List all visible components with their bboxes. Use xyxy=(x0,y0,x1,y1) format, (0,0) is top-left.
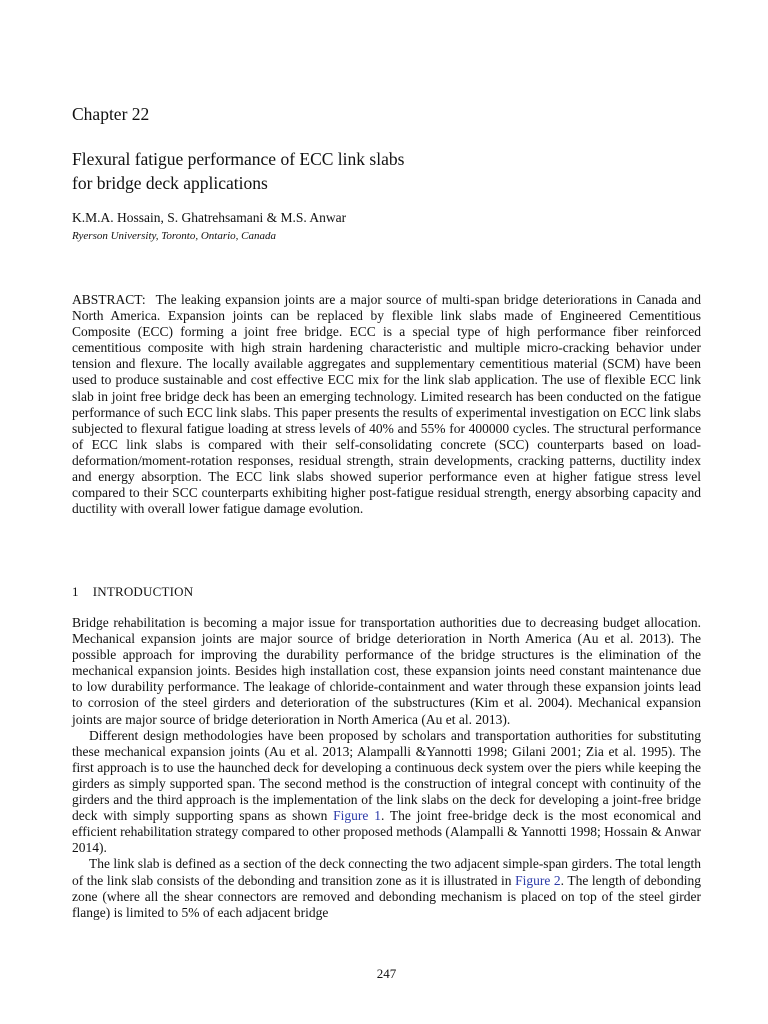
paragraph-2-text-continued: . The joint free-bridge deck is the most economical and efficient rehabilitation strategy compared to other proposed methods (Alampalli & Yannotti 1998; Hossain & Anwar 2014). xyxy=(72,808,701,856)
abstract-label: ABSTRACT: xyxy=(72,292,146,307)
paper-title-line-2: for bridge deck applications xyxy=(72,173,268,193)
body-text xyxy=(72,615,701,921)
figure-1-link[interactable]: Figure 1 xyxy=(333,808,381,824)
paragraph-3 xyxy=(72,856,701,920)
paragraph-1: Bridge rehabilitation is becoming a major issue for transportation authorities due to decreasing budget allocation. Mechanical expansion joints are major source of bridge deterioration in North America (Au et al. 2013). The possible approach for improving the durability performance of the bridge structures is the elimination of the mechanical expansion joints. Besides high installation cost, these expansion joints need constant maintenance due to low durability performance. The leakage of chloride-containment and water through these expansion joints lead to corrosion of the steel girders and deterioration of the substructures (Kim et al. 2004). Mechanical expansion joints are major source of bridge deterioration in North America (Au et al. 2013). xyxy=(72,615,701,727)
affiliation: Ryerson University, Toronto, Ontario, Canada xyxy=(72,230,277,242)
section-title: INTRODUCTION xyxy=(92,584,194,599)
paper-title-line-1: Flexural fatigue performance of ECC link slabs xyxy=(72,149,405,169)
authors: K.M.A. Hossain, S. Ghatrehsamani & M.S. Anwar xyxy=(72,210,347,225)
section-number: 1 xyxy=(72,584,79,599)
abstract xyxy=(72,292,701,517)
paragraph-3-text: The link slab is defined as a section of the deck connecting the two adjacent simple-span girders. The total length of the link slab consists of the debonding and transition zone as it is illustrated in xyxy=(72,856,701,888)
section-heading xyxy=(72,584,193,600)
abstract-text: The leaking expansion joints are a major source of multi-span bridge deteriorations in Canada and North America. Expansion joints can be replaced by flexible link slabs made of Engineered Cementitious Composite (ECC) forming a joint free bridge. ECC is a special type of high performance fiber reinforced cementitious composite with high strain hardening characteristic and multiple micro-cracking behavior under tension and flexure. The locally available aggregates and supplementary cementitious material (SCM) have been used to produce sustainable and cost effective ECC mix for the link slab application. The use of flexible ECC link slab in joint free bridge deck has been an emerging technology. Limited research has been conducted on the fatigue performance of such ECC link slabs. This paper presents the results of experimental investigation on ECC link slabs subjected to flexural fatigue loading at stress levels of 40% and 55% for 400000 cycles. The structural performance of ECC link slabs is compared with their self-consolidating concrete (SCC) counterparts based on load-deformation/moment-rotation responses, residual strength, strain developments, cracking patterns, ductility index and energy absorption. The ECC link slabs showed superior performance even at higher fatigue stress level compared to their SCC counterparts exhibiting higher post-fatigue residual strength, energy absorbing capacity and ductility with overall lower fatigue damage evolution. xyxy=(72,292,701,517)
paragraph-2 xyxy=(72,728,701,857)
figure-2-link[interactable]: Figure 2 xyxy=(515,872,561,888)
page-number: 247 xyxy=(376,966,397,981)
paragraph-3-text-continued: . The length of debonding zone (where all the shear connectors are removed and debonding mechanism is placed on top of the steel girder flange) is limited to 5% of each adjacent bridge xyxy=(72,872,702,920)
paragraph-2-text: Different design methodologies have been proposed by scholars and transportation authorities for substituting these mechanical expansion joints (Au et al. 2013; Alampalli &Yannotti 1998; Gilani 2001; Zia et al. 1995). The first approach is to use the haunched deck for developing a continuous deck system over the piers while keeping the girders as simply supported span. The second method is the construction of integral concept with continuity of the girders and the third approach is the implementation of the link slabs on the deck for developing a joint-free bridge deck with simply supporting spans as shown xyxy=(72,727,701,824)
chapter-number: Chapter 22 xyxy=(72,104,150,124)
paper-title xyxy=(72,147,701,195)
